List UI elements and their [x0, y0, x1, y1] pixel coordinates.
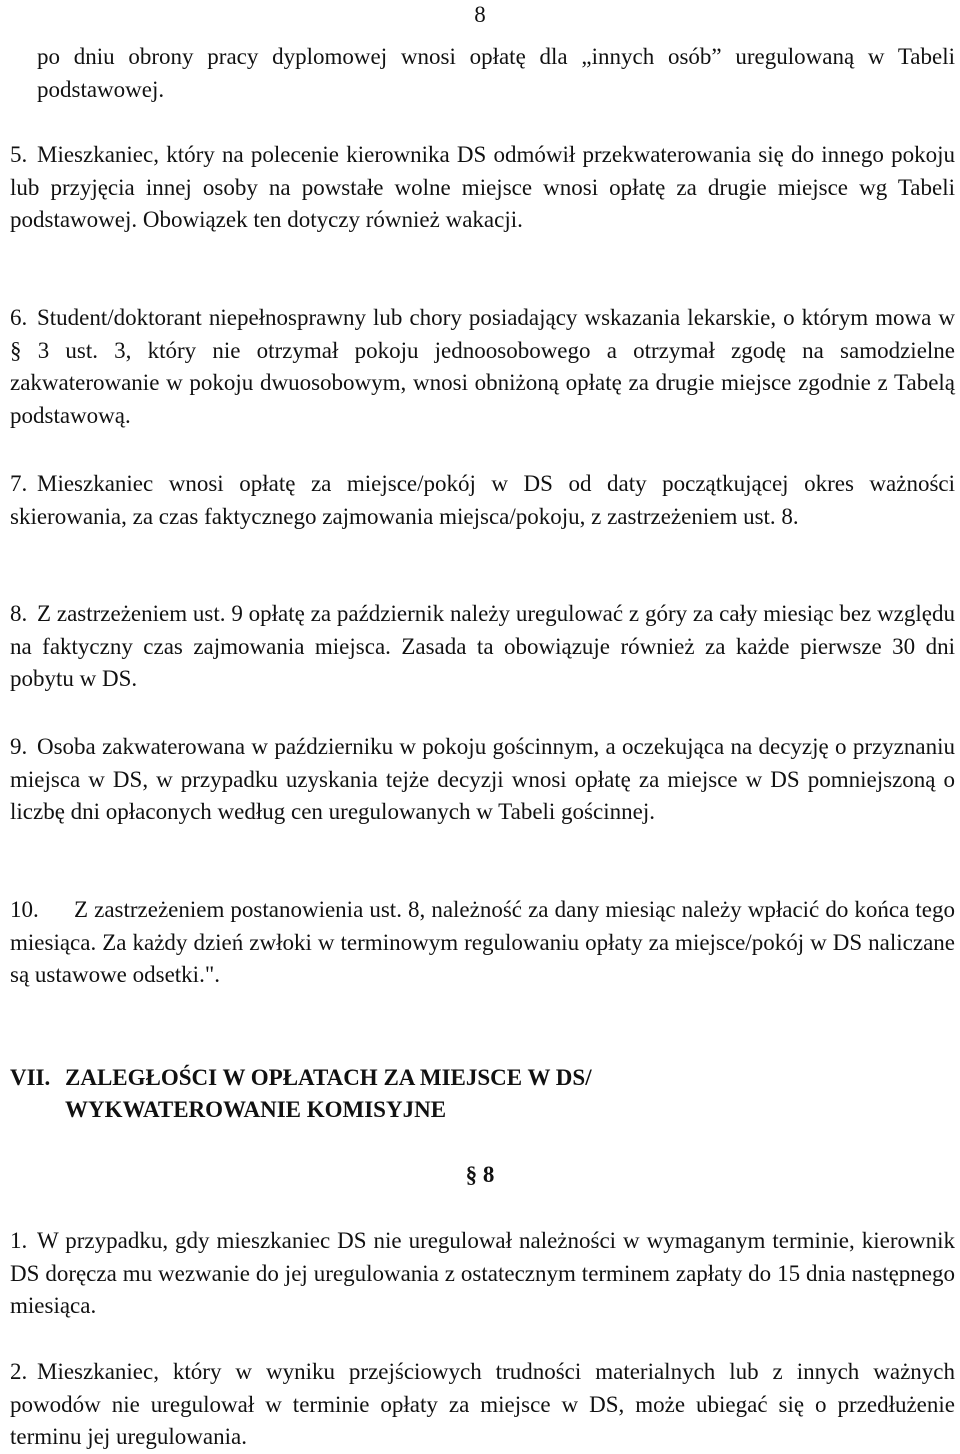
paragraph-number: 2.: [10, 1359, 28, 1384]
section-number: VII.: [10, 1065, 51, 1090]
paragraph-7: [10, 468, 955, 533]
paragraph-6: [10, 302, 955, 432]
paragraph-10: [10, 894, 955, 992]
section-paragraph-2: [10, 1356, 955, 1454]
section-paragraph-1: [10, 1225, 955, 1323]
paragraph-text: Mieszkaniec, który na polecenie kierownika DS odmówił przekwaterowania się do innego pokoju lub przyjęcia innej osoby na powstałe wolne miejsce wnosi opłatę za drugie miejsce wg Tabeli podstawowej. Obowiązek ten dotyczy również wakacji.: [10, 142, 955, 232]
section-title-line2: WYKWATEROWANIE KOMISYJNE: [65, 1097, 447, 1122]
paragraph-text: Mieszkaniec, który w wyniku przejściowych trudności materialnych lub z innych ważnych powodów nie uregulował w terminie opłaty za miejsce w DS, może ubiegać się o przedłużenie terminu jej uregulowania.: [10, 1359, 955, 1449]
paragraph-number: 5.: [10, 142, 28, 167]
page-number: 8: [474, 2, 486, 27]
paragraph-text: Mieszkaniec wnosi opłatę za miejsce/pokój w DS od daty początkującej okres ważności skierowania, za czas faktycznego zajmowania miejsca/pokoju, z zastrzeżeniem ust. 8.: [10, 471, 955, 529]
paragraph-number: 6.: [10, 305, 28, 330]
paragraph-text: Osoba zakwaterowana w październiku w pokoju gościnnym, a oczekująca na decyzję o przyznaniu miejsca w DS, w przypadku uzyskania tejże decyzji wnosi opłatę za miejsce w DS pomniejszoną o liczbę dni opłaconych według cen uregulowanych w Tabeli gościnnej.: [10, 734, 955, 824]
section-title-line1: ZALEGŁOŚCI W OPŁATACH ZA MIEJSCE W DS/: [65, 1065, 592, 1090]
paragraph-sign: § 8: [465, 1162, 495, 1187]
paragraph-9: [10, 731, 955, 829]
paragraph-8: [10, 598, 955, 696]
paragraph-text: Z zastrzeżeniem postanowienia ust. 8, należność za dany miesiąc należy wpłacić do końca tego miesiąca. Za każdy dzień zwłoki w terminowym regulowaniu opłaty za miejsce/pokój w DS naliczane są ustawowe odsetki.".: [10, 897, 955, 987]
paragraph-continuation: [37, 41, 955, 106]
paragraph-number: 9.: [10, 734, 28, 759]
paragraph-text: Student/doktorant niepełnosprawny lub chory posiadający wskazania lekarskie, o którym mowa w § 3 ust. 3, który nie otrzymał pokoju jednoosobowego a otrzymał zgodę na samodzielne zakwaterowanie w pokoju dwuosobowym, wnosi obniżoną opłatę za drugie miejsce zgodnie z Tabelą podstawową.: [10, 305, 955, 428]
paragraph-text: po dniu obrony pracy dyplomowej wnosi opłatę dla „innych osób” uregulowaną w Tabeli podstawowej.: [37, 44, 955, 102]
paragraph-text: Z zastrzeżeniem ust. 9 opłatę za październik należy uregulować z góry za cały miesiąc bez względu na faktyczny czas zajmowania miejsca. Zasada ta obowiązuje również za każde pierwsze 30 dni pobytu w DS.: [10, 601, 955, 691]
paragraph-text: W przypadku, gdy mieszkaniec DS nie uregulował należności w wymaganym terminie, kierownik DS doręcza mu wezwanie do jej uregulowania z ostatecznym terminem zapłaty do 15 dnia następnego miesiąca.: [10, 1228, 955, 1318]
section-heading: [10, 1062, 950, 1126]
paragraph-number: 8.: [10, 601, 28, 626]
paragraph-5: [10, 139, 955, 237]
paragraph-number: 10.: [10, 897, 39, 922]
paragraph-number: 7.: [10, 471, 28, 496]
paragraph-number: 1.: [10, 1228, 28, 1253]
